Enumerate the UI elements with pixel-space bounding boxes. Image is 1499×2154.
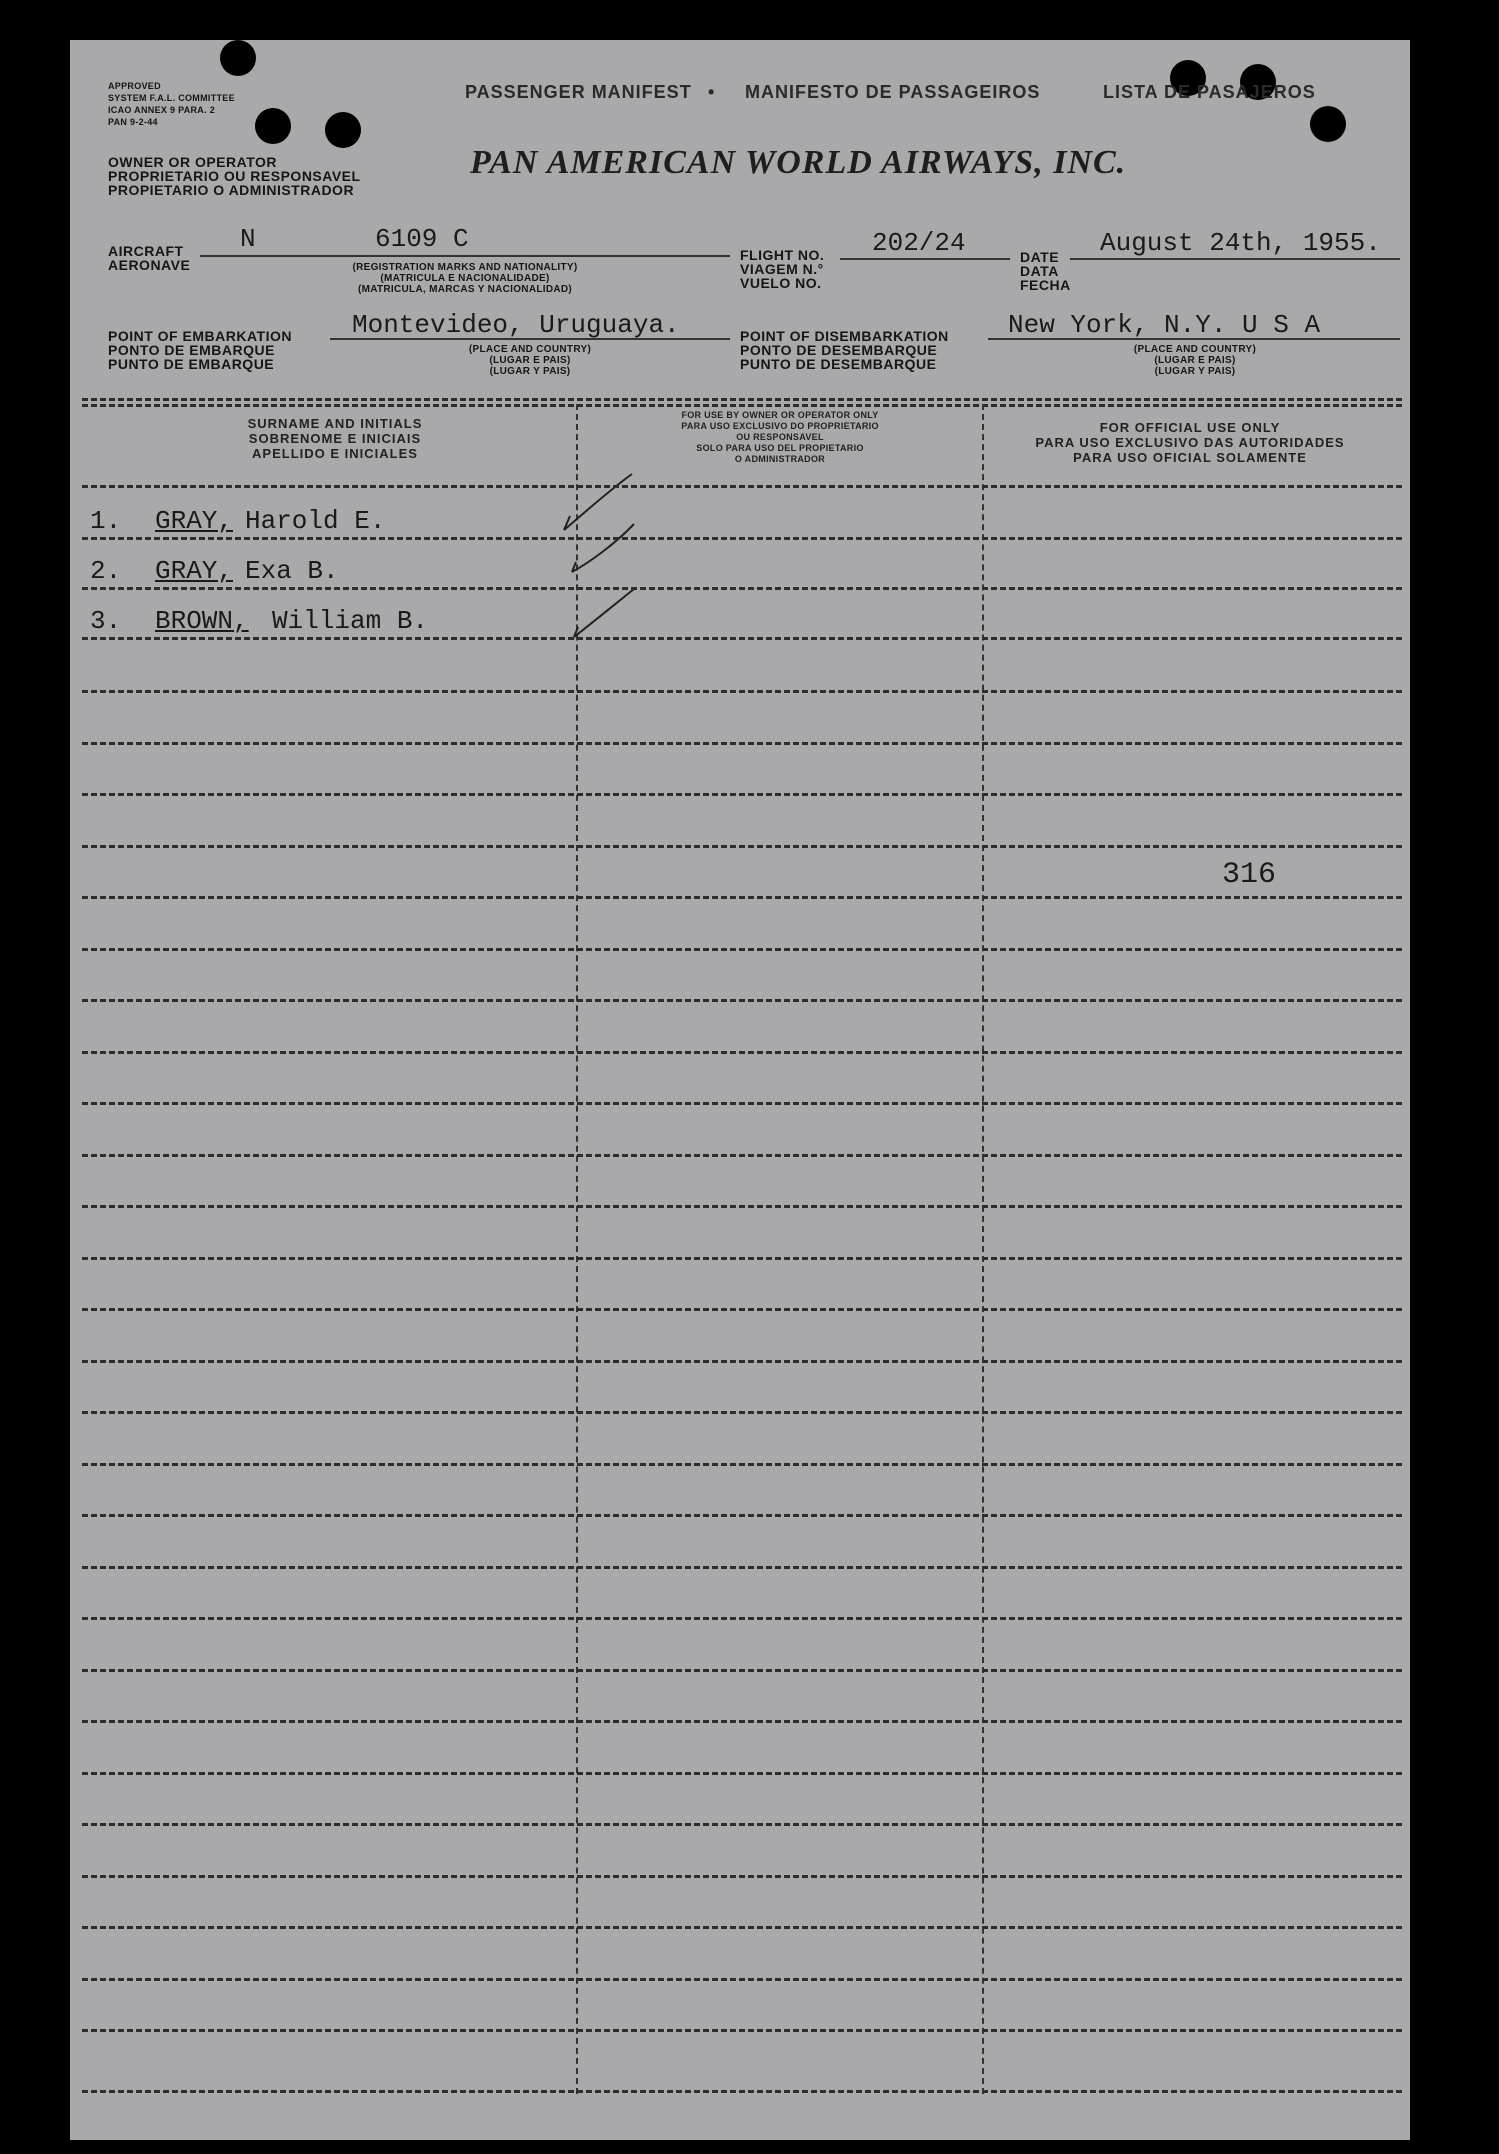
column-divider xyxy=(576,404,578,2094)
row-rule xyxy=(82,1463,1402,1466)
passenger-given-name: Exa B. xyxy=(245,556,339,586)
row-rule xyxy=(82,845,1402,848)
date-label: DATE DATA FECHA xyxy=(1020,249,1071,293)
row-rule xyxy=(82,948,1402,951)
operator-name: PAN AMERICAN WORLD AIRWAYS, INC. xyxy=(470,144,1127,181)
row-rule xyxy=(82,587,1402,590)
checkmark-icon xyxy=(572,585,652,645)
passenger-number: 3. xyxy=(90,606,122,636)
row-rule xyxy=(82,896,1402,899)
column-header-official: FOR OFFICIAL USE ONLY PARA USO EXCLUSIVO DAS AUTORIDADES PARA USO OFICIAL SOLAMENTE xyxy=(1035,420,1345,465)
embarkation-caption: (PLACE AND COUNTRY) (LUGAR E PAIS) (LUGAR Y PAIS) xyxy=(468,344,592,377)
row-rule xyxy=(82,1411,1402,1414)
row-rule xyxy=(82,2029,1402,2032)
embarkation-label: POINT OF EMBARKATION PONTO DE EMBARQUE PUNTO DE EMBARQUE xyxy=(108,328,292,372)
row-rule xyxy=(82,999,1402,1002)
flight-date: August 24th, 1955. xyxy=(1100,228,1381,258)
row-rule xyxy=(82,1360,1402,1363)
row-rule xyxy=(82,637,1402,640)
table-top-rule xyxy=(82,398,1402,401)
row-rule xyxy=(82,1514,1402,1517)
passenger-surname: GRAY, xyxy=(155,506,234,536)
table-top-rule xyxy=(82,404,1402,407)
column-header-owner-use: FOR USE BY OWNER OR OPERATOR ONLY PARA USO EXCLUSIVO DO PROPRIETARIO OU RESPONSAVEL SOLO PARA USO DEL PROPIETARIO O ADMINISTRADOR xyxy=(681,410,879,464)
flight-label: FLIGHT NO. VIAGEM N.° VUELO NO. xyxy=(740,247,825,291)
row-rule xyxy=(82,742,1402,745)
row-rule xyxy=(82,1823,1402,1826)
row-rule xyxy=(82,690,1402,693)
punch-hole xyxy=(255,108,291,144)
punch-hole xyxy=(1310,106,1346,142)
owner-label: OWNER OR OPERATOR PROPRIETARIO OU RESPONSAVEL PROPIETARIO O ADMINISTRADOR xyxy=(108,154,361,198)
row-rule xyxy=(82,1566,1402,1569)
aircraft-registration: 6109 C xyxy=(375,224,469,254)
row-rule xyxy=(82,1669,1402,1672)
passenger-surname: GRAY, xyxy=(155,556,234,586)
title-separator: • xyxy=(708,82,716,102)
row-rule xyxy=(82,1205,1402,1208)
punch-hole xyxy=(220,40,256,76)
row-rule xyxy=(82,1926,1402,1929)
page-number: 316 xyxy=(1222,858,1277,892)
disembarkation-place: New York, N.Y. U S A xyxy=(1008,310,1321,340)
row-rule xyxy=(82,1257,1402,1260)
checkmark-icon xyxy=(570,520,650,580)
row-rule xyxy=(82,1102,1402,1105)
passenger-given-name: William B. xyxy=(272,606,429,636)
disembarkation-caption: (PLACE AND COUNTRY) (LUGAR E PAIS) (LUGAR Y PAIS) xyxy=(1133,344,1257,377)
aircraft-underline xyxy=(200,255,730,257)
punch-hole xyxy=(325,112,361,148)
column-header-surname: SURNAME AND INITIALS SOBRENOME E INICIAIS APELLIDO E INICIALES xyxy=(247,416,423,461)
row-rule xyxy=(82,1308,1402,1311)
aircraft-caption: (REGISTRATION MARKS AND NATIONALITY) (MATRICULA E NACIONALIDADE) (MATRICULA, MARCAS Y NACIONALIDAD) xyxy=(352,262,578,295)
manifest-title-pt: MANIFESTO DE PASSAGEIROS xyxy=(745,82,1041,102)
date-underline xyxy=(1070,258,1400,260)
row-rule xyxy=(82,1617,1402,1620)
embarkation-place: Montevideo, Uruguaya. xyxy=(352,310,680,340)
row-rule xyxy=(82,1051,1402,1054)
aircraft-label: AIRCRAFT AERONAVE xyxy=(108,243,191,273)
manifest-title-es: LISTA DE PASAJEROS xyxy=(1103,82,1316,102)
row-rule xyxy=(82,1875,1402,1878)
row-rule xyxy=(82,1772,1402,1775)
approval-block: APPROVED SYSTEM F.A.L. COMMITTEE ICAO ANNEX 9 PARA. 2 PAN 9-2-44 xyxy=(108,81,235,127)
row-rule xyxy=(82,1978,1402,1981)
passenger-given-name: Harold E. xyxy=(245,506,386,536)
row-rule xyxy=(82,485,1402,488)
aircraft-prefix: N xyxy=(240,224,256,254)
row-rule xyxy=(82,793,1402,796)
passenger-number: 1. xyxy=(90,506,122,536)
manifest-title-en: PASSENGER MANIFEST xyxy=(465,82,692,102)
column-divider xyxy=(982,404,984,2094)
row-rule xyxy=(82,1154,1402,1157)
flight-underline xyxy=(840,258,1010,260)
row-rule xyxy=(82,537,1402,540)
disembarkation-label: POINT OF DISEMBARKATION PONTO DE DESEMBARQUE PUNTO DE DESEMBARQUE xyxy=(740,328,949,372)
passenger-number: 2. xyxy=(90,556,122,586)
flight-number: 202/24 xyxy=(872,228,966,258)
row-rule xyxy=(82,1720,1402,1723)
row-rule xyxy=(82,2090,1402,2093)
passenger-surname: BROWN, xyxy=(155,606,249,636)
